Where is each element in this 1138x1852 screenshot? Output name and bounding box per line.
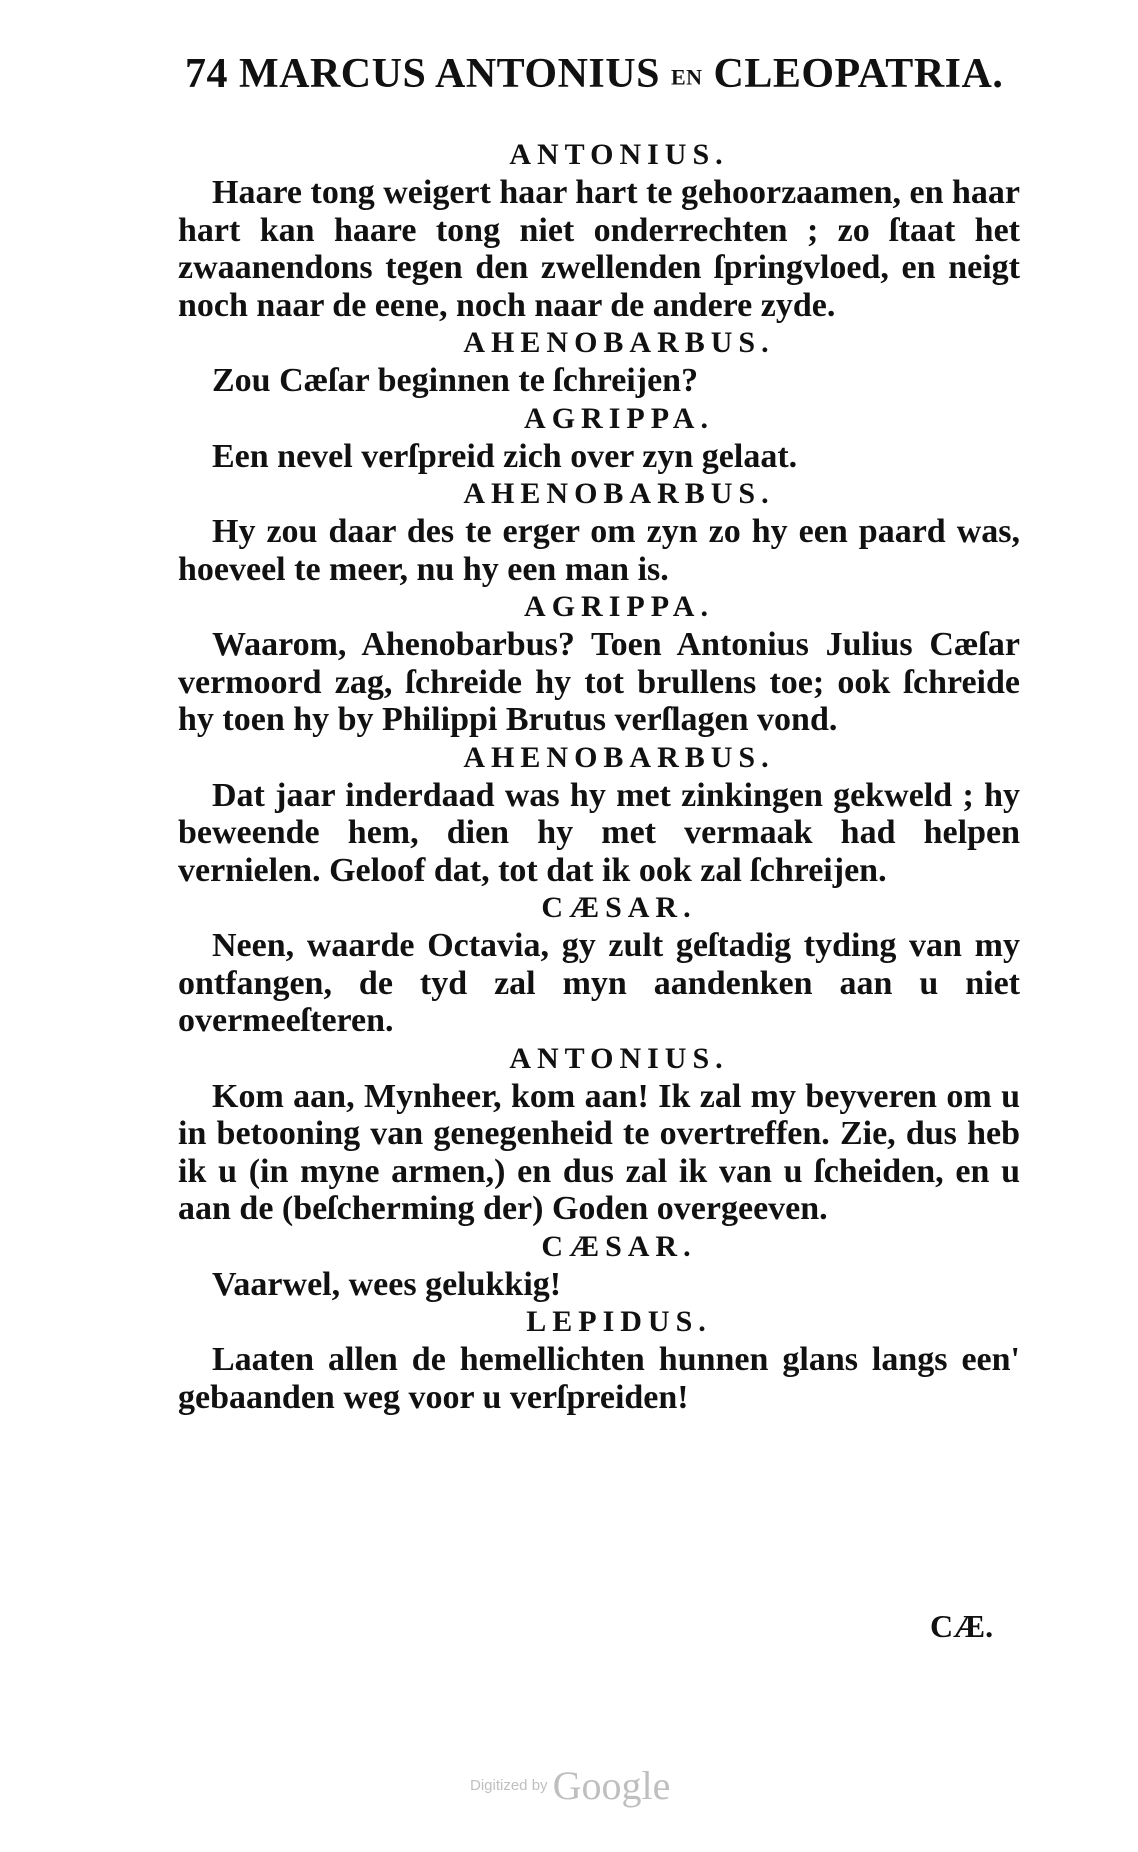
speaker-name: LEPIDUS.	[526, 1305, 712, 1338]
watermark-prefix: Digitized by	[470, 1777, 548, 1794]
speech-paragraph: Vaarwel, wees gelukkig!	[212, 1265, 562, 1303]
running-header	[185, 50, 1015, 98]
speaker-name: AHENOBARBUS.	[463, 326, 775, 359]
speaker-name: ANTONIUS.	[509, 1041, 729, 1075]
speech-paragraph: Haare tong weigert haar hart te gehoorzaamen, en haar hart kan haare tong niet onderrechten ; zo ſtaat het zwaanendons tegen den zwellenden ſpringvloed, en neigt noch naar de eene, noch naar de andere zyde.	[178, 174, 1020, 324]
digitized-watermark	[470, 1762, 670, 1809]
speaker-name: ANTONIUS.	[509, 138, 729, 171]
dialogue-text	[178, 136, 1020, 1416]
speaker-name: AGRIPPA.	[524, 401, 714, 435]
speech-paragraph: Dat jaar inderdaad was hy met zinkingen gekweld ; hy beweende hem, dien hy met vermaak had helpen vernielen. Geloof dat, tot dat ik ook zal ſchreijen.	[178, 776, 1020, 889]
header-title-left: MARCUS ANTONIUS	[239, 51, 660, 97]
google-logo-text: Google	[552, 1763, 671, 1808]
speaker-name: AHENOBARBUS.	[463, 740, 775, 774]
speaker-name: AGRIPPA.	[524, 590, 714, 623]
page-number: 74	[185, 51, 228, 97]
header-title-conjunction: EN	[670, 64, 703, 90]
speech-paragraph: Neen, waarde Octavia, gy zult geſtadig tyding van my ontfangen, de tyd zal myn aandenken aan u niet overmeeſteren.	[178, 927, 1020, 1039]
speech-paragraph: Zou Cæſar beginnen te ſchreijen?	[212, 362, 699, 399]
speech-paragraph: Laaten allen de hemellichten hunnen glans langs een' gebaanden weg voor u verſpreiden!	[178, 1341, 1020, 1416]
speech-paragraph: Waarom, Ahenobarbus? Toen Antonius Julius Cæſar vermoord zag, ſchreide hy tot brullens toe; ook ſchreide hy toen hy by Philippi Brutus verſlagen vond.	[178, 626, 1020, 738]
speech-paragraph: Een nevel verſpreid zich over zyn gelaat.	[212, 437, 798, 475]
speaker-name: AHENOBARBUS.	[463, 477, 775, 510]
speaker-name: CÆSAR.	[541, 891, 697, 924]
speech-paragraph: Hy zou daar des te erger om zyn zo hy een paard was, hoeveel te meer, nu hy een man is.	[178, 513, 1020, 588]
header-title-right: CLEOPATRIA.	[713, 51, 1004, 97]
speech-paragraph: Kom aan, Mynheer, kom aan! Ik zal my beyveren om u in betooning van genegenheid te overtreffen. Zie, dus heb ik u (in myne armen,) en dus zal ik van u ſcheiden, en u aan de (beſcherming der) Goden overgeeven.	[178, 1077, 1020, 1227]
catchword: CÆ.	[930, 1608, 994, 1644]
speaker-name: CÆSAR.	[541, 1229, 697, 1263]
